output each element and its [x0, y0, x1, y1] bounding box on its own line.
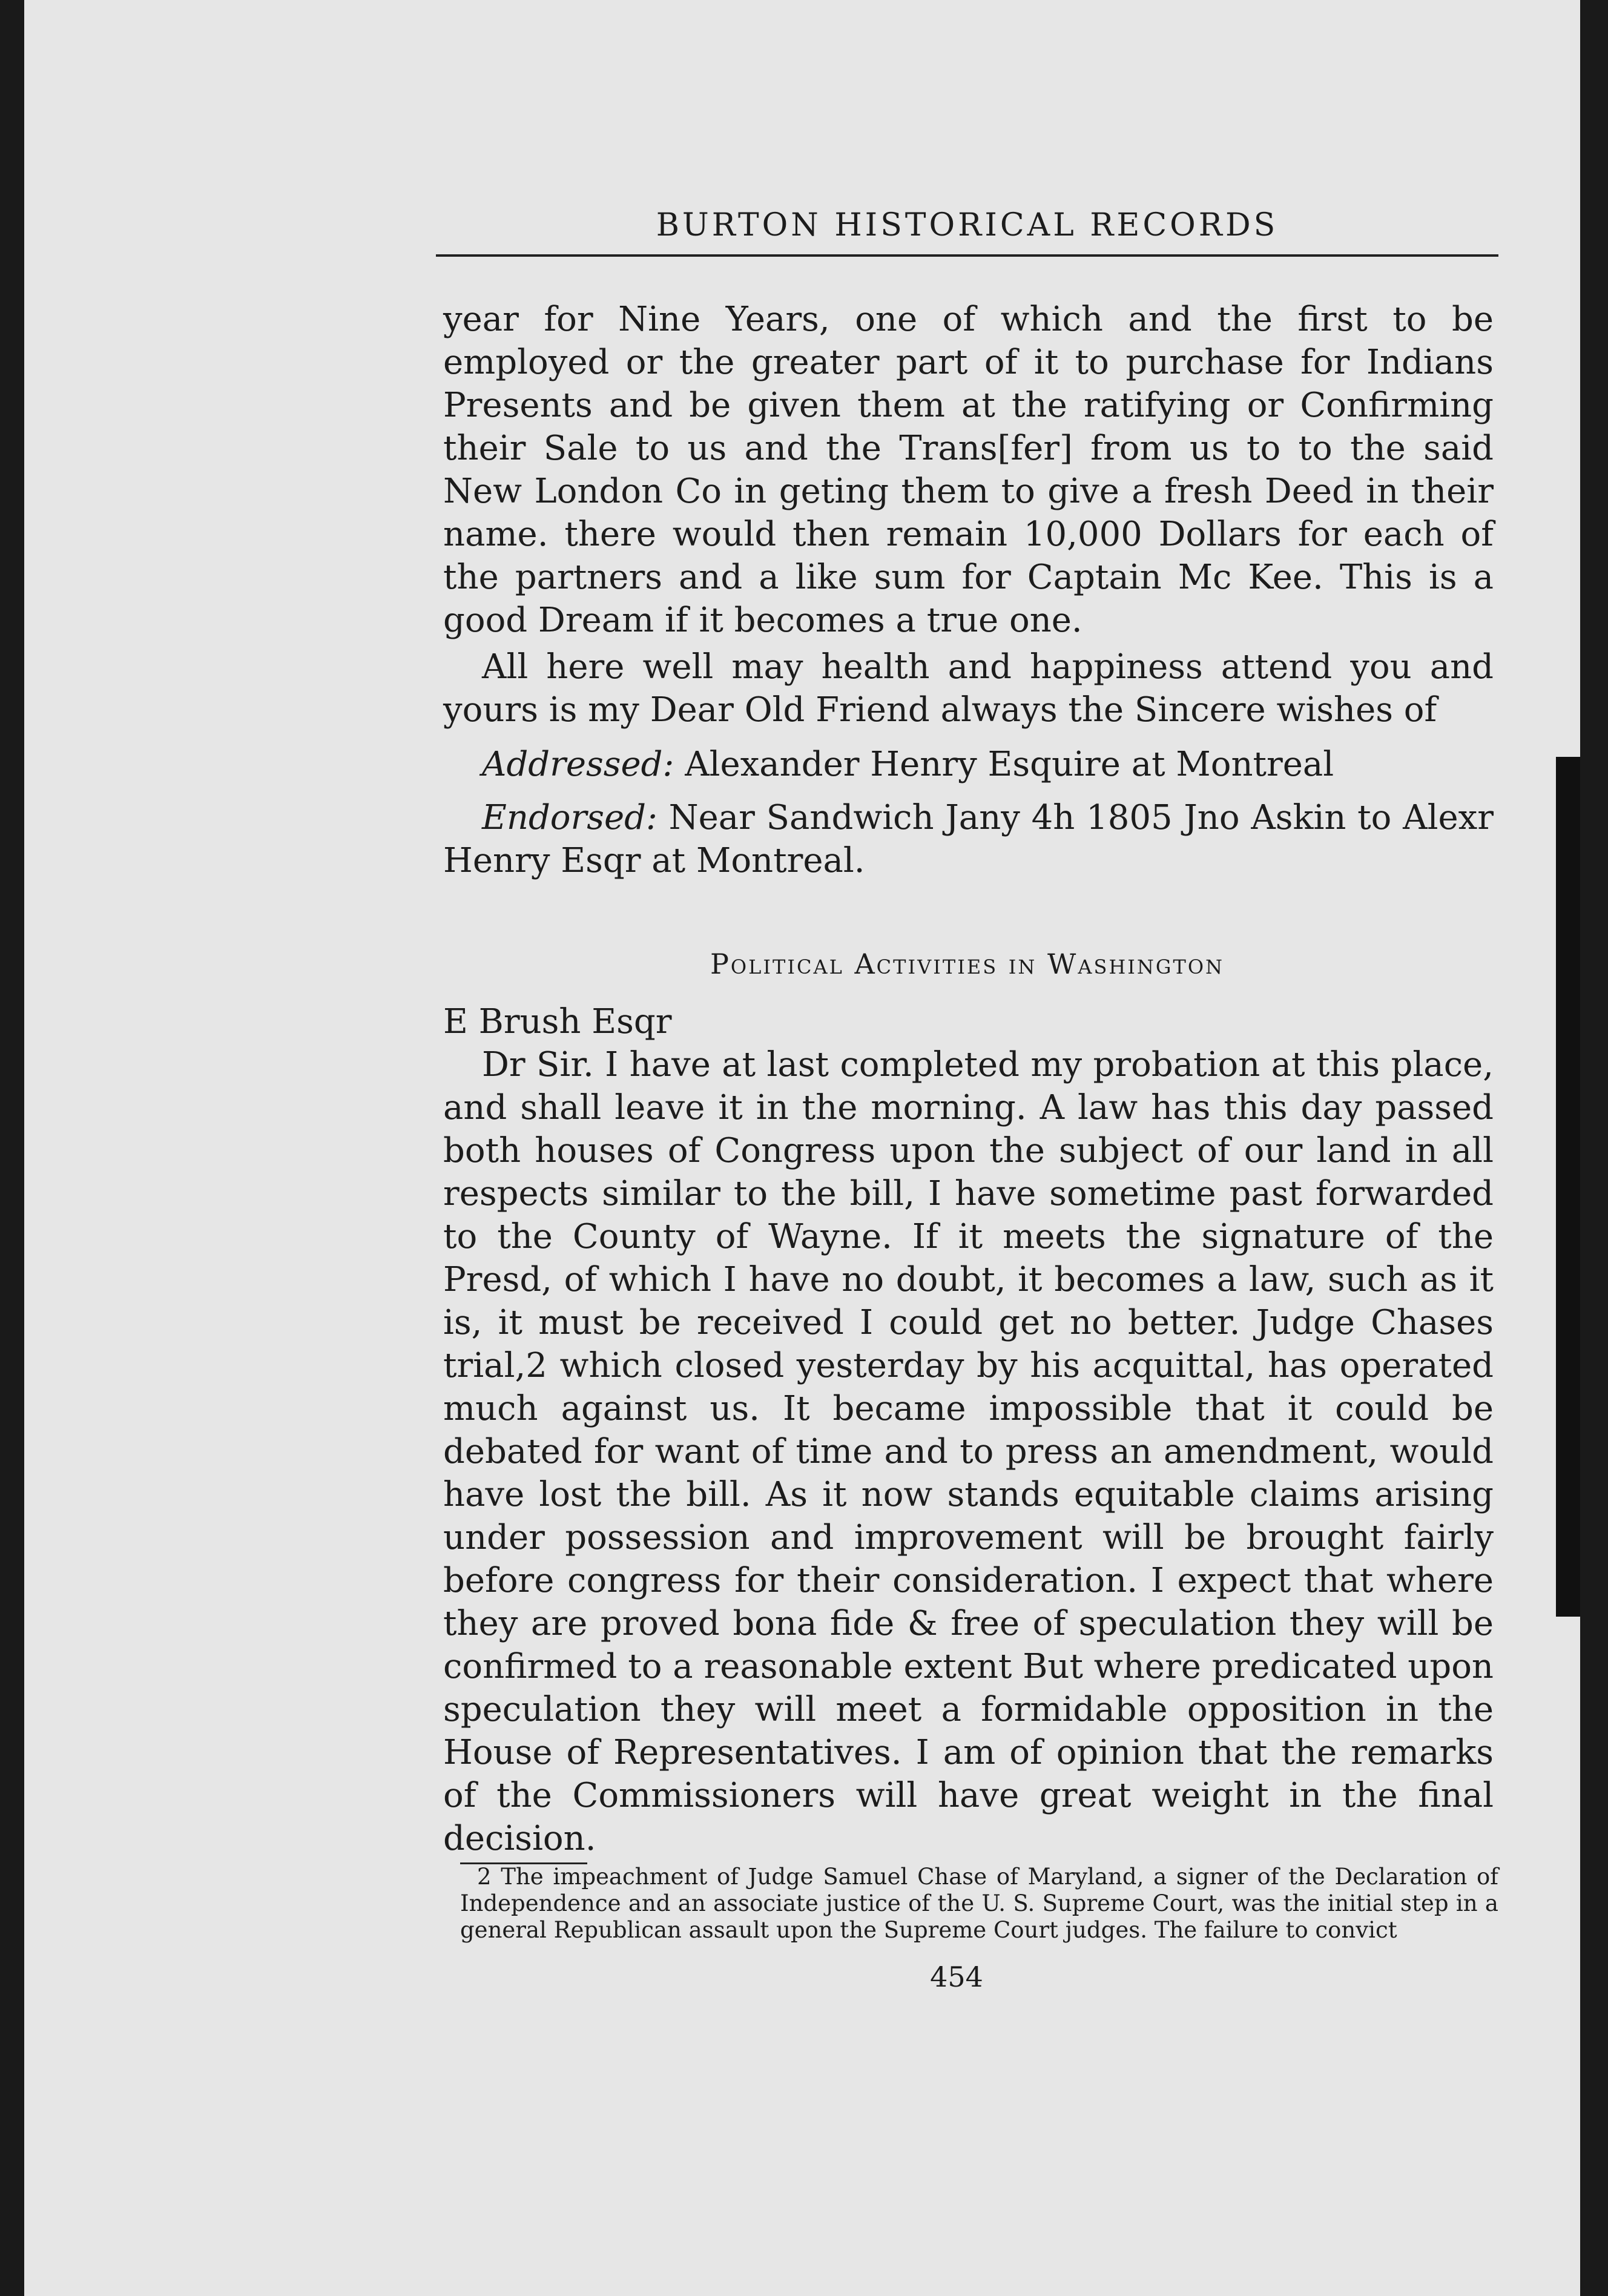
salutation-text: E Brush Esqr: [443, 1002, 672, 1041]
paragraph-dream: [443, 298, 1494, 642]
header-rule: [436, 254, 1498, 257]
footnote: 2 The impeachment of Judge Samuel Chase of Maryland, a signer of the Declaration of Independence and an associate justice of the U. S. Supreme Court, was the initial step in a general Republican assault upon the Supreme Court judges. The failure to convict: [460, 1864, 1498, 1943]
paragraph-dream-text: year for Nine Years, one of which and the first to be employed or the greater part of it to purchase for Indians Presents and be given them at the ratifying or Confirming their Sale to us and the Trans[fer] from us to to the said New London Co in geting them to give a fresh Deed in their name. there would then remain 10,000 Dollars for each of the partners and a like sum for Captain Mc Kee. This is a good Dream if it becomes a true one.: [443, 300, 1494, 640]
letter-body: [443, 1043, 1494, 1860]
endorsed-line: [443, 796, 1494, 882]
addressed-line: [443, 743, 1494, 786]
endorsed-label: Endorsed:: [482, 798, 657, 837]
endorsed-text: Near Sandwich Jany 4h 1805 Jno Askin to Alexr Henry Esqr at Montreal.: [443, 798, 1494, 880]
section-title: Political Activities in Washington: [710, 948, 1225, 980]
salutation: [443, 1000, 1494, 1043]
addressed-text: Alexander Henry Esquire at Montreal: [685, 745, 1334, 784]
running-header: BURTON HISTORICAL RECORDS: [656, 207, 1279, 243]
page-number: 454: [930, 1961, 983, 1993]
torn-page-edge: [1556, 757, 1580, 1617]
addressed-label: Addressed:: [482, 745, 674, 784]
letter-body-text: Dr Sir. I have at last completed my probation at this place, and shall leave it in the morning. A law has this day passed both houses of Congress upon the subject of our land in all respects similar to the bill, I have sometime past forwarded to the County of Wayne. If it meets the signature of the Presd, of which I have no doubt, it becomes a law, such as it is, it must be received I could get no better. Judge Chases trial,2 which closed yesterday by his acquittal, has operated much against us. It became impossible that it could be debated for want of time and to press an amendment, would have lost the bill. As it now stands equitable claims arising under possession and improvement will be brought fairly before congress for their consideration. I expect that where they are proved bona fide & free of speculation they will be confirmed to a reasonable extent But where predicated upon speculation they will meet a formidable opposition in the House of Representatives. I am of opinion that the remarks of the Commissioners will have great weight in the final decision.: [443, 1045, 1494, 1858]
paragraph-closing: [443, 645, 1494, 731]
paragraph-closing-text: All here well may health and happiness attend you and yours is my Dear Old Friend always the Sincere wishes of: [443, 647, 1494, 730]
